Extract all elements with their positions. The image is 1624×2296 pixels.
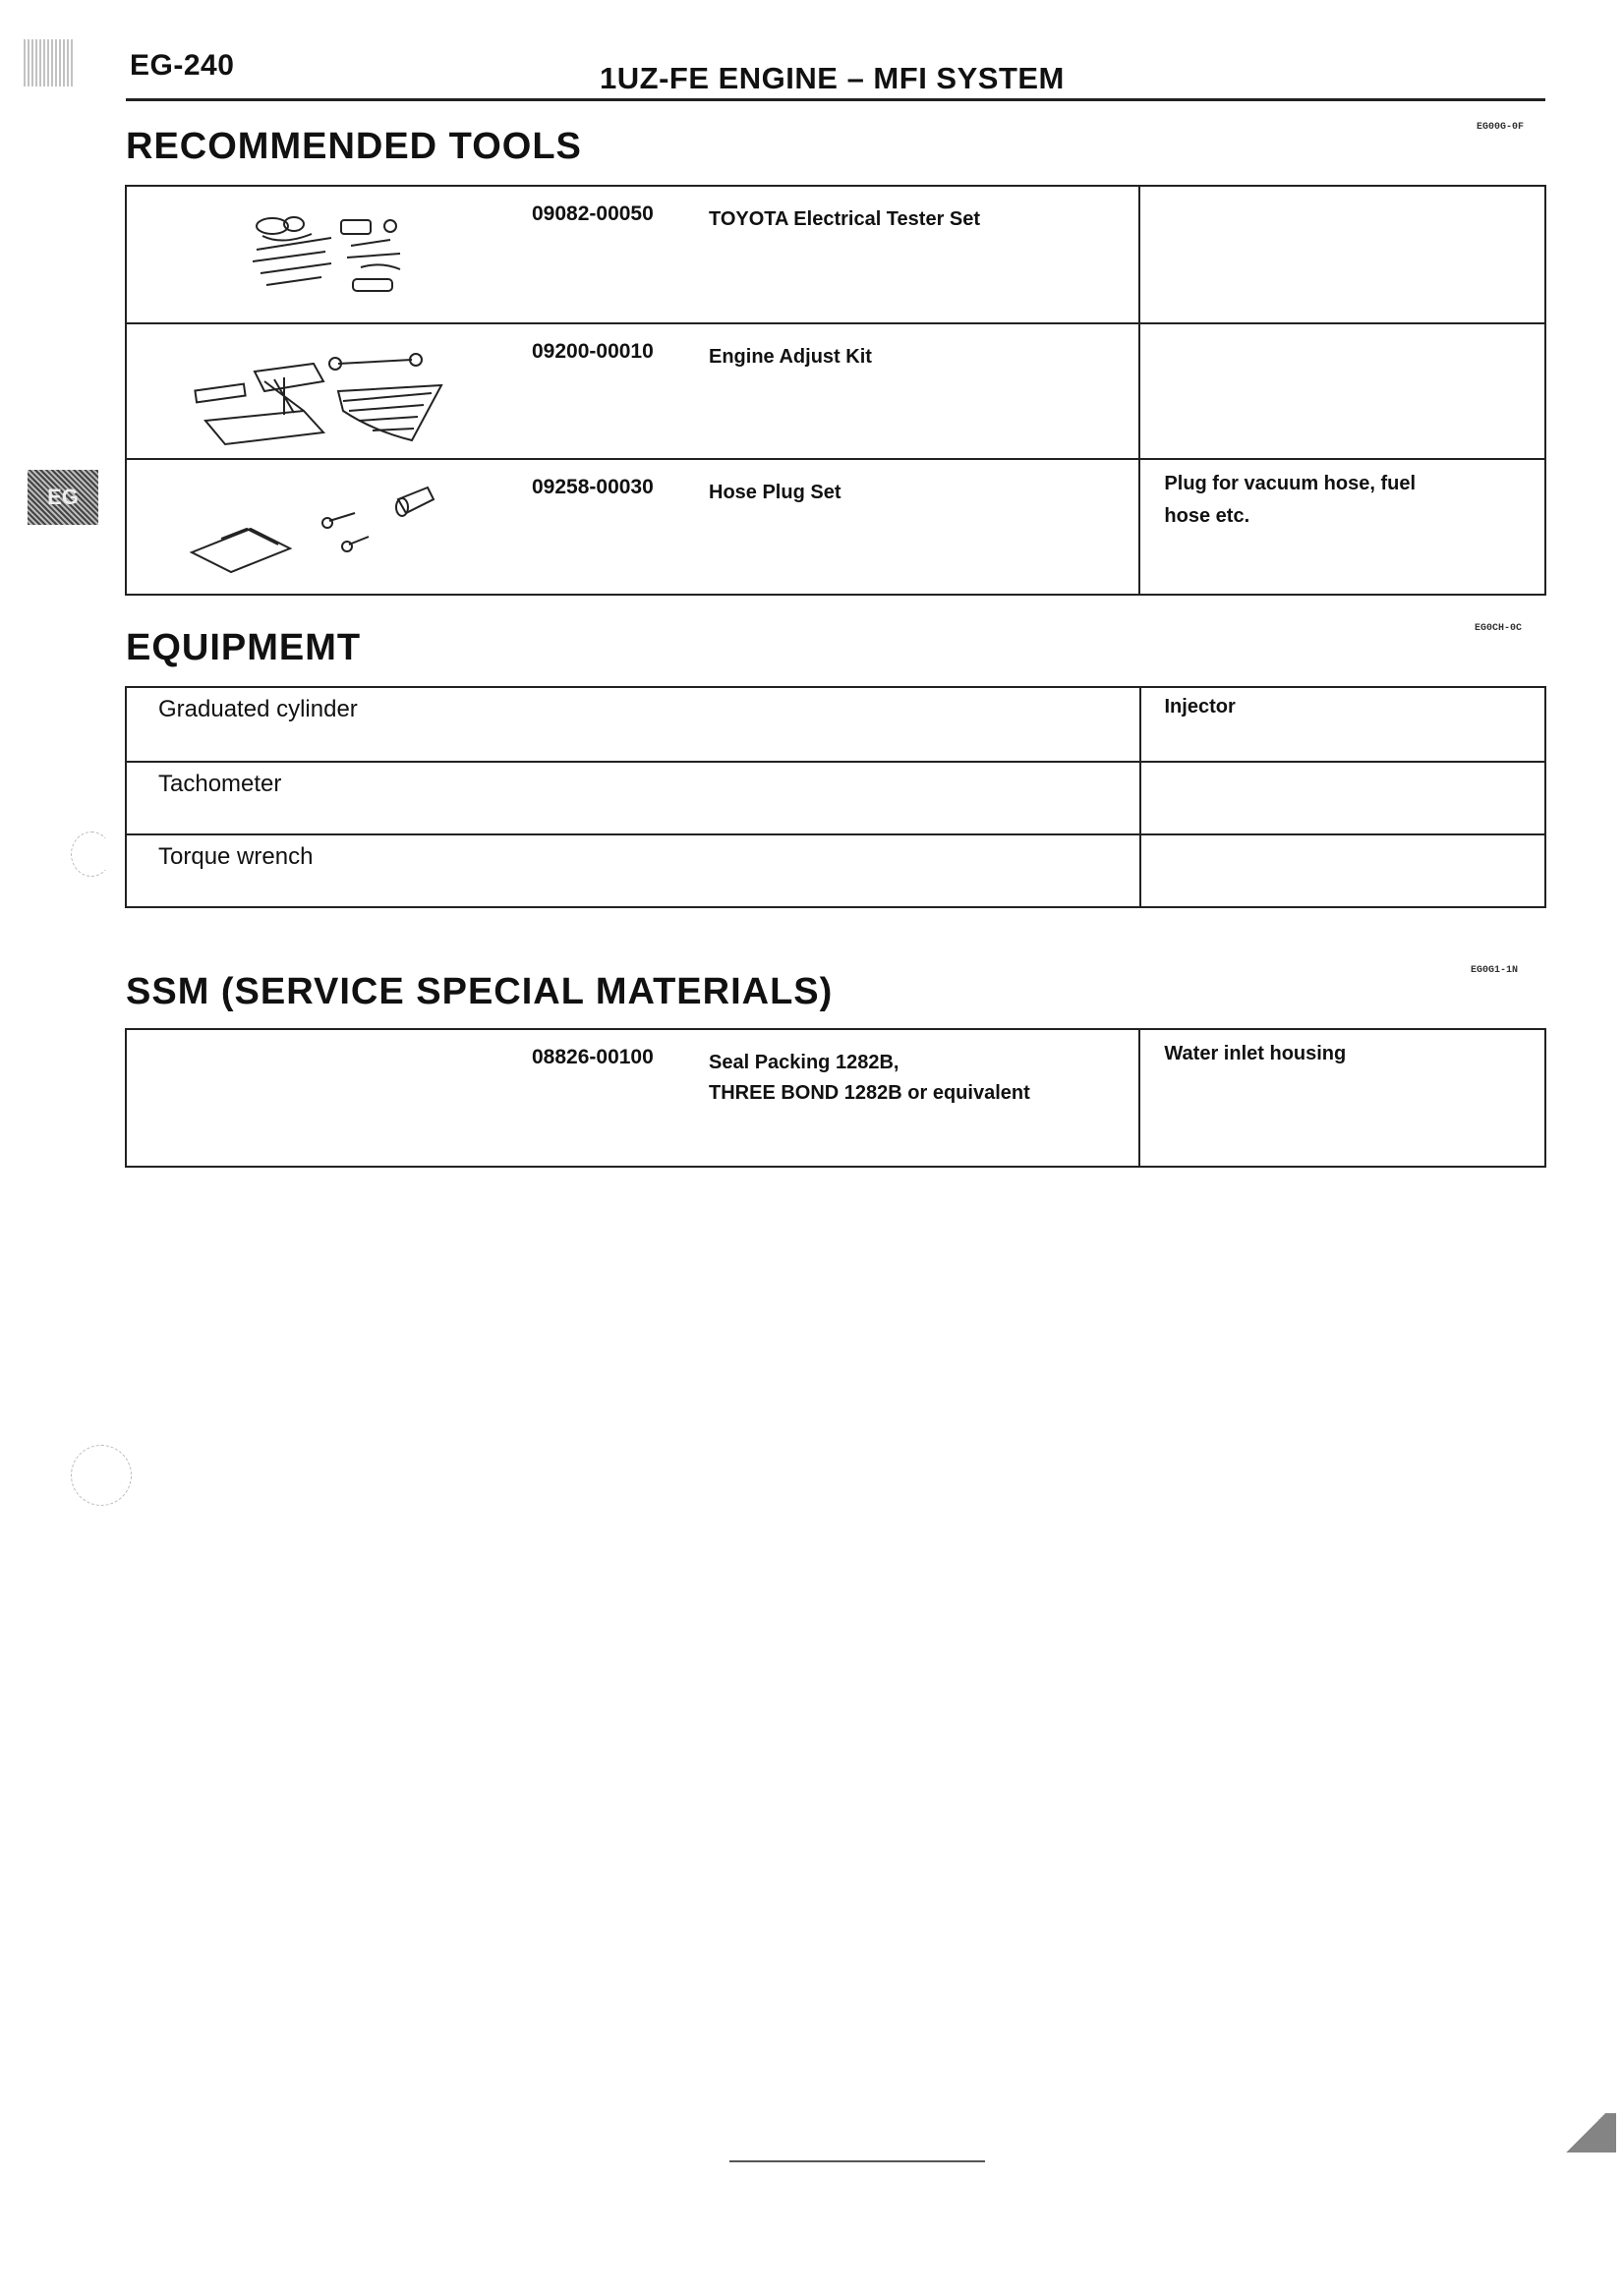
recommended-tools-table (125, 185, 1546, 596)
header-rule (126, 98, 1545, 101)
footer-rule (729, 2160, 985, 2162)
equipment-note-cell (1140, 762, 1546, 834)
tool-note-cell (1139, 459, 1545, 595)
equipment-title: EQUIPMEMT (126, 627, 362, 668)
table-row (126, 687, 1545, 762)
ssm-name-line: Seal Packing 1282B, (709, 1052, 899, 1073)
tool-part-number: 09200-00010 (532, 340, 654, 363)
recommended-tools-title: RECOMMENDED TOOLS (126, 126, 582, 167)
page-corner-shade (1555, 2113, 1616, 2152)
tool-note (1140, 460, 1544, 541)
tool-name: Engine Adjust Kit (709, 346, 872, 368)
equipment-note-cell (1140, 834, 1546, 907)
ssm-name-line: THREE BOND 1282B or equivalent (709, 1082, 1030, 1104)
ssm-ref: EG0G1-1N (1471, 965, 1519, 976)
table-row (126, 1029, 1545, 1167)
equipment-table (125, 686, 1546, 908)
table-row (126, 323, 1545, 459)
equipment-note (1141, 763, 1545, 778)
equipment-cell (126, 762, 1140, 834)
hose-plug-set-icon (162, 474, 555, 582)
tool-name: TOYOTA Electrical Tester Set (709, 208, 981, 230)
ssm-name (709, 1048, 1030, 1109)
page-number: EG-240 (130, 49, 235, 82)
table-row (126, 459, 1545, 595)
equipment-cell (126, 834, 1140, 907)
equipment-name: Torque wrench (158, 843, 314, 870)
equipment-note (1141, 835, 1545, 851)
section-tab-eg (28, 470, 98, 525)
equipment-cell (126, 687, 1140, 762)
tool-note-line: Plug for vacuum hose, fuel (1164, 473, 1417, 494)
ssm-note-cell (1139, 1029, 1545, 1167)
tool-cell (126, 186, 1139, 323)
tool-note (1140, 187, 1544, 202)
equipment-name: Tachometer (158, 771, 282, 797)
tool-cell (126, 459, 1139, 595)
equipment-note: Injector (1164, 696, 1236, 718)
equipment-note-cell (1140, 687, 1546, 762)
tool-note-cell (1139, 186, 1545, 323)
tool-note-cell (1139, 323, 1545, 459)
tool-note (1140, 324, 1544, 340)
ssm-note: Water inlet housing (1164, 1043, 1347, 1064)
table-row (126, 834, 1545, 907)
tool-name: Hose Plug Set (709, 482, 841, 503)
equipment-name: Graduated cylinder (158, 696, 358, 722)
ssm-cell (126, 1029, 1139, 1167)
equipment-ref: EG0CH-0C (1475, 623, 1523, 634)
table-row (126, 762, 1545, 834)
punch-hole-mark (71, 1445, 132, 1506)
punch-hole-mark (71, 832, 112, 877)
ssm-title: SSM (SERVICE SPECIAL MATERIALS) (126, 971, 834, 1012)
scan-corner-dots (24, 39, 75, 86)
tool-note-line: hose etc. (1164, 505, 1250, 527)
tool-part-number: 09258-00030 (532, 476, 654, 498)
engine-adjust-kit-icon (166, 342, 559, 450)
tool-cell (126, 323, 1139, 459)
tool-part-number: 09082-00050 (532, 202, 654, 225)
ssm-part-number: 08826-00100 (532, 1046, 654, 1068)
electrical-tester-set-icon (243, 206, 518, 305)
section-tab-label: EG (47, 485, 79, 509)
table-row (126, 186, 1545, 323)
recommended-tools-ref: EG00G-0F (1477, 122, 1525, 133)
ssm-table (125, 1028, 1546, 1168)
header-title: 1UZ-FE ENGINE – MFI SYSTEM (600, 61, 1065, 95)
